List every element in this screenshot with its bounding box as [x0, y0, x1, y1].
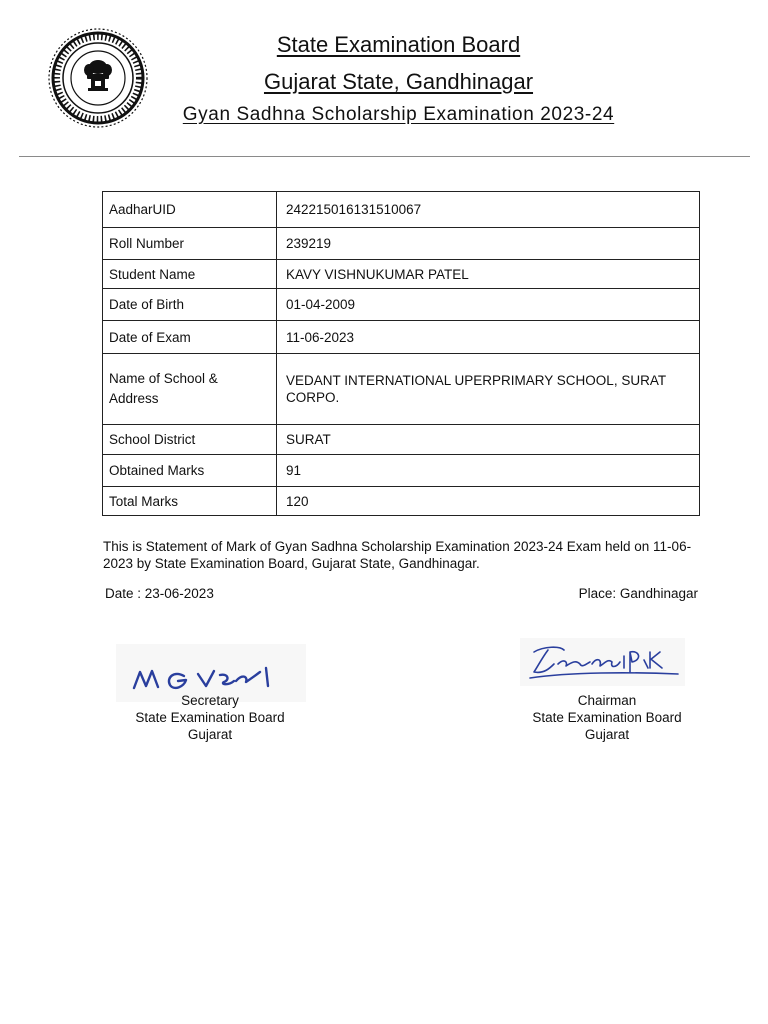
row-value-obtained-marks: 91 — [277, 455, 700, 487]
secretary-title: Secretary — [181, 693, 239, 708]
chairman-state: Gujarat — [584, 727, 630, 742]
board-location: Gujarat State, Gandhinagar — [263, 69, 534, 94]
table-row — [103, 321, 700, 354]
row-value-total-marks: 120 — [277, 487, 700, 516]
table-row — [103, 260, 700, 289]
issue-date: Date : 23-06-2023 — [105, 586, 214, 601]
secretary-signature-block — [110, 692, 310, 743]
row-value-student-name: KAVY VISHNUKUMAR PATEL — [277, 260, 700, 289]
row-label-district: School District — [103, 425, 277, 455]
table-row — [103, 289, 700, 321]
row-value-dob: 01-04-2009 — [277, 289, 700, 321]
secretary-state: Gujarat — [187, 727, 233, 742]
row-label-school: Name of School & Address — [103, 354, 277, 425]
secretary-org: State Examination Board — [135, 710, 285, 725]
board-title: State Examination Board — [276, 32, 521, 57]
exam-title: Gyan Sadhna Scholarship Examination 2023-24 — [182, 104, 615, 125]
row-value-roll-number: 239219 — [277, 228, 700, 260]
table-row — [103, 228, 700, 260]
table-row — [103, 354, 700, 425]
chairman-org: State Examination Board — [532, 710, 682, 725]
table-row — [103, 192, 700, 228]
table-row — [103, 425, 700, 455]
header-divider — [19, 156, 750, 157]
row-label-total-marks: Total Marks — [103, 487, 277, 516]
row-value-aadhar: 242215016131510067 — [277, 192, 700, 228]
statement-text: This is Statement of Mark of Gyan Sadhna Scholarship Examination 2023-24 Exam held on 11-06-2023 by State Examination Board, Gujarat State, Gandhinagar. — [103, 539, 692, 571]
chairman-signature — [520, 638, 685, 686]
row-label-student-name: Student Name — [103, 260, 277, 289]
row-label-aadhar: AadharUID — [103, 192, 277, 228]
table-row — [103, 487, 700, 516]
chairman-signature-block — [507, 692, 707, 743]
row-label-roll-number: Roll Number — [103, 228, 277, 260]
row-value-district: SURAT — [277, 425, 700, 455]
row-value-school: VEDANT INTERNATIONAL UPERPRIMARY SCHOOL, SURAT CORPO. — [277, 354, 700, 425]
issue-place: Place: Gandhinagar — [578, 586, 698, 601]
table-row — [103, 455, 700, 487]
student-record-table — [102, 191, 700, 516]
chairman-title: Chairman — [577, 693, 637, 708]
row-value-exam-date: 11-06-2023 — [277, 321, 700, 354]
row-label-exam-date: Date of Exam — [103, 321, 277, 354]
board-seal-emblem — [42, 26, 154, 130]
row-label-dob: Date of Birth — [103, 289, 277, 321]
row-label-obtained-marks: Obtained Marks — [103, 455, 277, 487]
